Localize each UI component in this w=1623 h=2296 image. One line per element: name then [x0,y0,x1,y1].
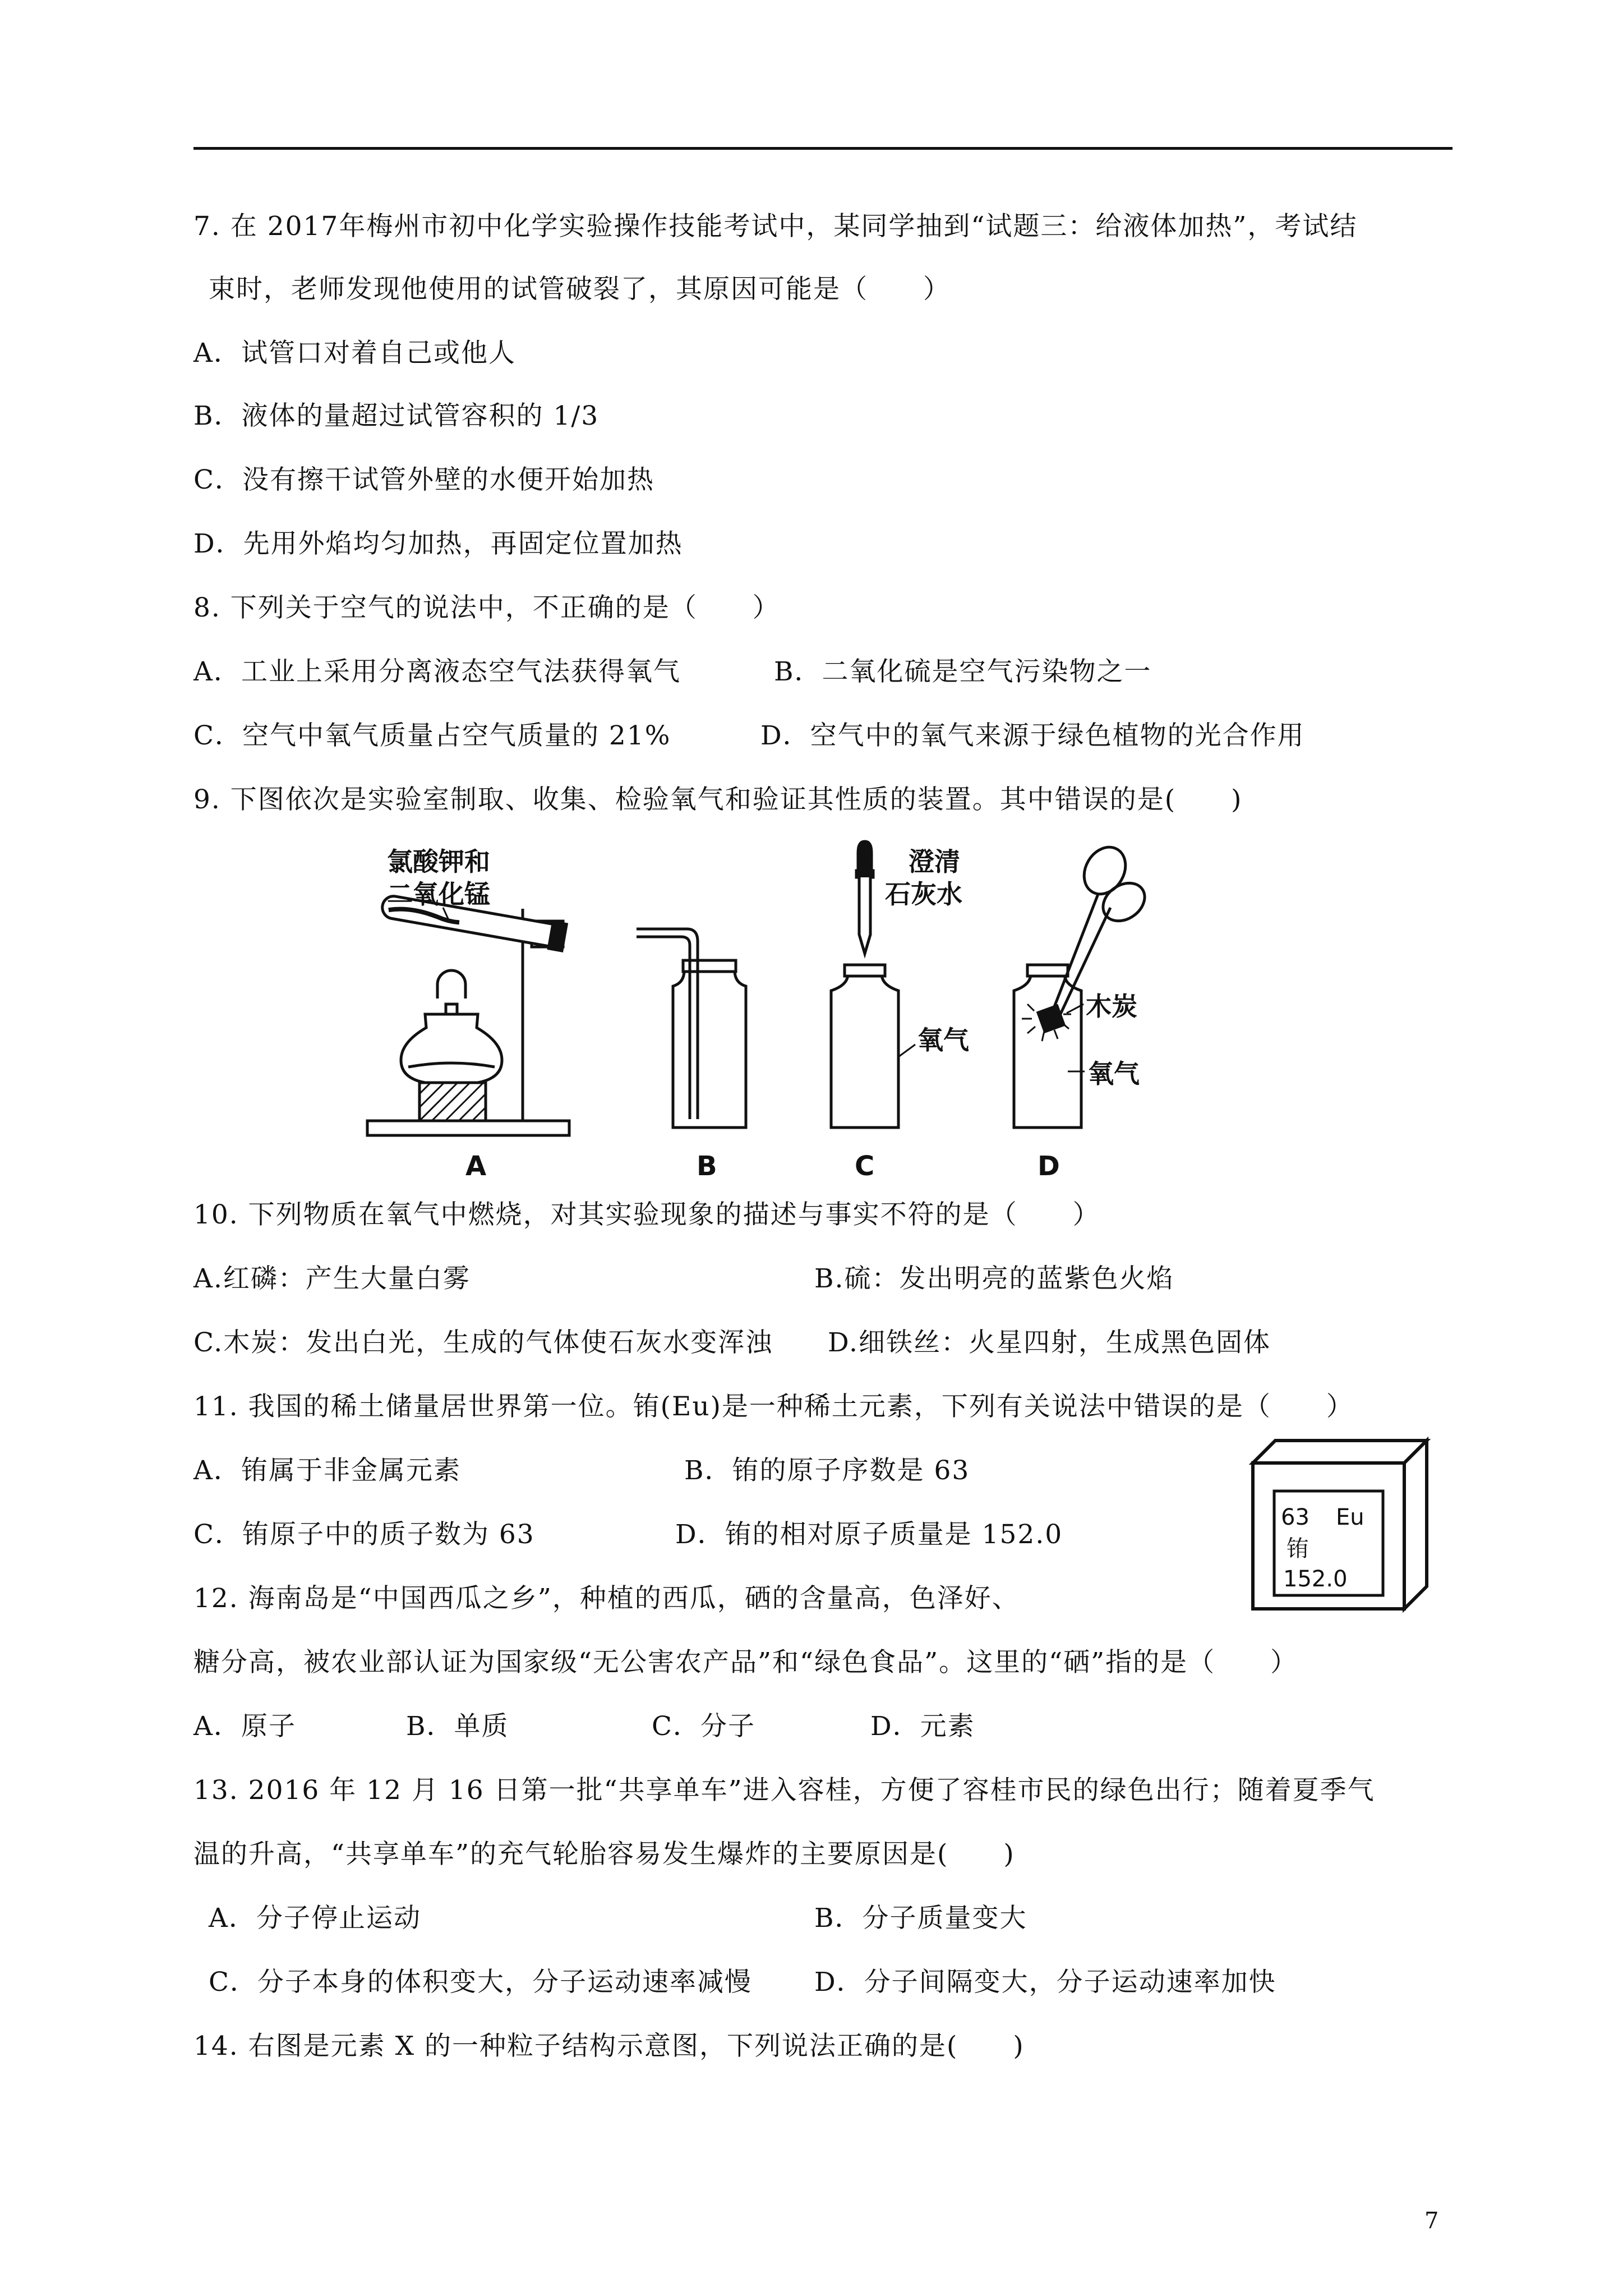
q10-option-c: C.木炭：发出白光，生成的气体使石灰水变浑浊 [193,1327,773,1358]
alcohol-lamp [401,1014,502,1083]
q11-option-c: C．铕原子中的质子数为 63 [193,1519,535,1550]
caption-d: D [1038,1151,1060,1182]
dropper-bulb [858,841,872,871]
q7-option-c: C．没有擦干试管外壁的水便开始加热 [193,464,654,495]
europium-element-cell [1247,1435,1438,1614]
label-potassium-chlorate: 氯酸钾和 [387,846,490,877]
q8-stem: 8. 下列关于空气的说法中，不正确的是（ ） [193,592,780,623]
gas-bottle-d [1014,974,1081,1128]
label-clear: 澄清 [909,846,960,877]
q10-option-b: B.硫：发出明亮的蓝紫色火焰 [814,1263,1174,1294]
q7-stem-line1: 7. 在 2017年梅州市初中化学实验操作技能考试中，某同学抽到“试题三：给液体加热”，考试结 [193,211,1358,242]
page-number: 7 [1424,2208,1439,2234]
q9-apparatus-figure [359,836,1301,1184]
caption-a: A [465,1151,487,1182]
q12-stem-line2: 糖分高，被农业部认证为国家级“无公害农产品”和“绿色食品”。这里的“硒”指的是（ ） [193,1647,1298,1678]
q8-option-a: A．工业上采用分离液态空气法获得氧气 [193,656,681,687]
atomic-mass: 152.0 [1283,1566,1348,1592]
label-limewater: 石灰水 [885,879,962,909]
q13-stem-line1: 13. 2016 年 12 月 16 日第一批“共享单车”进入容桂，方便了容桂市民的绿色出行；随着夏季气 [193,1775,1375,1806]
q14-stem: 14. 右图是元素 X 的一种粒子结构示意图，下列说法正确的是( ) [193,2031,1025,2062]
element-symbol: Eu [1336,1504,1364,1530]
q11-option-b: B．铕的原子序数是 63 [684,1455,970,1486]
gas-bottle-b [673,970,746,1128]
q7-option-a: A．试管口对着自己或他人 [193,338,516,369]
q8-option-b: B．二氧化硫是空气污染物之一 [774,656,1152,687]
lamp-wick [446,1004,457,1014]
q13-stem-line2: 温的升高，“共享单车”的充气轮胎容易发生爆炸的主要原因是( ) [193,1839,1015,1870]
caption-c: C [855,1151,875,1182]
q13-option-d: D．分子间隔变大，分子运动速率加快 [814,1967,1276,1998]
label-oxygen-c: 氧气 [917,1025,969,1055]
q11-stem: 11. 我国的稀土储量居世界第一位。铕(Eu)是一种稀土元素，下列有关说法中错误的是（ ） [193,1391,1354,1422]
bottle-c-mouth [845,965,885,976]
q12-option-d: D．元素 [870,1711,975,1742]
q10-stem: 10. 下列物质在氧气中燃烧，对其实验现象的描述与事实不符的是（ ） [193,1199,1100,1230]
label-oxygen-d: 氧气 [1088,1059,1140,1089]
q12-stem-line1: 12. 海南岛是“中国西瓜之乡”，种植的西瓜，硒的含量高，色泽好、 [193,1583,1020,1614]
element-name: 铕 [1287,1536,1309,1562]
q9-stem: 9. 下图依次是实验室制取、收集、检验氧气和验证其性质的装置。其中错误的是( ) [193,784,1243,815]
q10-option-d: D.细铁丝：火星四射，生成黑色固体 [828,1327,1271,1358]
lamp-wick-holder [437,970,465,999]
q13-option-a: A．分子停止运动 [209,1903,421,1934]
tongs-handle-1 [1076,840,1134,901]
q12-option-c: C．分子 [652,1711,755,1742]
q13-option-b: B．分子质量变大 [814,1903,1027,1934]
dropper-tube [859,877,870,954]
q8-option-c: C．空气中氧气质量占空气质量的 21% [193,720,671,751]
stand-base [367,1121,569,1135]
label-manganese-dioxide: 二氧化锰 [387,879,490,909]
gas-bottle-c [831,974,898,1128]
caption-b: B [697,1151,717,1182]
label-charcoal: 木炭 [1086,991,1137,1022]
q12-option-a: A．原子 [193,1711,296,1742]
q7-option-b: B．液体的量超过试管容积的 1/3 [193,401,600,431]
header-rule [193,147,1453,150]
q8-option-d: D．空气中的氧气来源于绿色植物的光合作用 [760,720,1305,751]
q13-option-c: C．分子本身的体积变大，分子运动速率减慢 [209,1967,752,1998]
q7-option-d: D．先用外焰均匀加热，再固定位置加热 [193,528,683,559]
apparatus-b [637,929,746,1128]
atomic-number: 63 [1281,1504,1310,1530]
q11-option-a: A．铕属于非金属元素 [193,1455,461,1486]
q12-option-b: B．单质 [406,1711,509,1742]
q7-stem-line2: 束时，老师发现他使用的试管破裂了，其原因可能是（ ） [209,274,951,305]
q10-option-a: A.红磷：产生大量白雾 [193,1263,471,1294]
apparatus-a [367,892,569,1135]
q11-option-d: D．铕的相对原子质量是 152.0 [675,1519,1063,1550]
bottle-d-mouth [1027,965,1068,976]
